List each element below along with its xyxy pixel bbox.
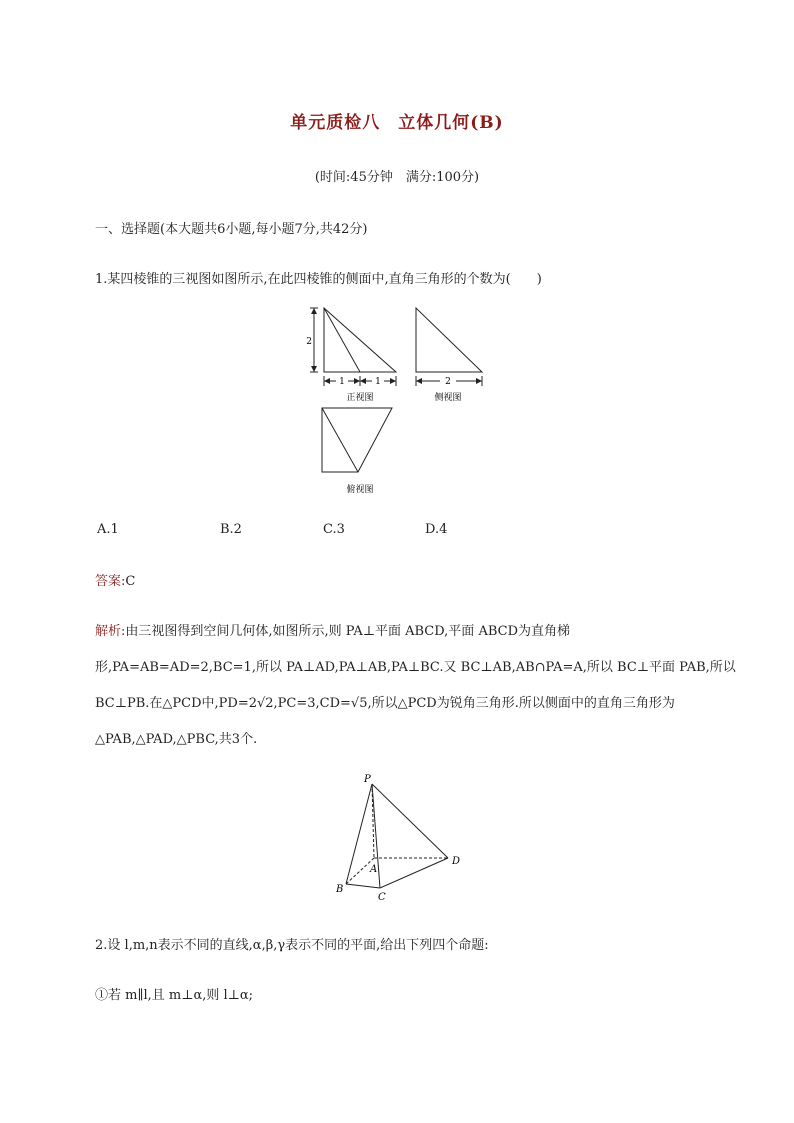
question-2-item-1: ①若 m∥l,且 m⊥α,则 l⊥α; bbox=[95, 988, 254, 1003]
front-view-triangle bbox=[324, 308, 396, 372]
top-view-label: 俯视图 bbox=[346, 485, 374, 495]
edge-pb bbox=[346, 784, 372, 884]
analysis-line-3: BC⊥PB.在△PCD中,PD=2√2,PC=3,CD=√5,所以△PCD为锐角三角形.所以侧面中的直角三角形为 bbox=[95, 696, 675, 711]
top-view-diagonal bbox=[322, 408, 358, 472]
exam-info: (时间:45分钟 满分:100分) bbox=[314, 170, 480, 185]
vertex-p-label: P bbox=[364, 774, 371, 785]
option-b: B.2 bbox=[220, 522, 242, 537]
pyramid-figure bbox=[330, 770, 470, 910]
section-heading: 一、选择题(本大题共6小题,每小题7分,共42分) bbox=[95, 222, 368, 237]
edge-bc bbox=[346, 884, 380, 888]
top-view-quad bbox=[322, 408, 392, 472]
analysis-line-4: △PAB,△PAD,△PBC,共3个. bbox=[95, 732, 258, 747]
edge-pd bbox=[372, 784, 448, 858]
side-view-label: 侧视图 bbox=[434, 393, 462, 403]
side-width-label: 2 bbox=[445, 377, 451, 387]
answer-line bbox=[95, 570, 135, 589]
analysis-line-1 bbox=[95, 620, 570, 639]
vertex-b-label: B bbox=[336, 884, 344, 895]
answer-value: C bbox=[125, 574, 136, 589]
answer-label: 答案: bbox=[95, 574, 126, 589]
side-view-triangle bbox=[416, 308, 482, 372]
question-2-stem: 2.设 l,m,n表示不同的直线,α,β,γ表示不同的平面,给出下列四个命题: bbox=[95, 938, 489, 953]
front-view-inner-edge bbox=[324, 308, 360, 372]
front-view-label: 正视图 bbox=[346, 393, 374, 403]
analysis-label: 解析: bbox=[95, 624, 126, 639]
front-seg1-label: 1 bbox=[339, 377, 345, 387]
edge-cd bbox=[380, 858, 448, 888]
analysis-line-2: 形,PA=AB=AD=2,BC=1,所以 PA⊥AD,PA⊥AB,PA⊥BC.又 BC⊥AB,AB∩PA=A,所以 BC⊥平面 PAB,所以 bbox=[95, 660, 736, 675]
three-view-figure bbox=[300, 300, 500, 500]
option-d: D.4 bbox=[425, 522, 448, 537]
page-title: 单元质检八 立体几何(B) bbox=[290, 113, 504, 133]
vertex-a-label: A bbox=[370, 864, 378, 875]
option-a: A.1 bbox=[97, 522, 119, 537]
front-height-label: 2 bbox=[306, 337, 312, 347]
option-c: C.3 bbox=[323, 522, 345, 537]
question-1-stem: 1.某四棱锥的三视图如图所示,在此四棱锥的侧面中,直角三角形的个数为( ) bbox=[95, 272, 542, 287]
front-seg2-label: 1 bbox=[375, 377, 381, 387]
analysis-text-1: 由三视图得到空间几何体,如图所示,则 PA⊥平面 ABCD,平面 ABCD为直角梯 bbox=[125, 624, 570, 639]
vertex-d-label: D bbox=[452, 856, 461, 867]
vertex-c-label: C bbox=[378, 892, 386, 903]
